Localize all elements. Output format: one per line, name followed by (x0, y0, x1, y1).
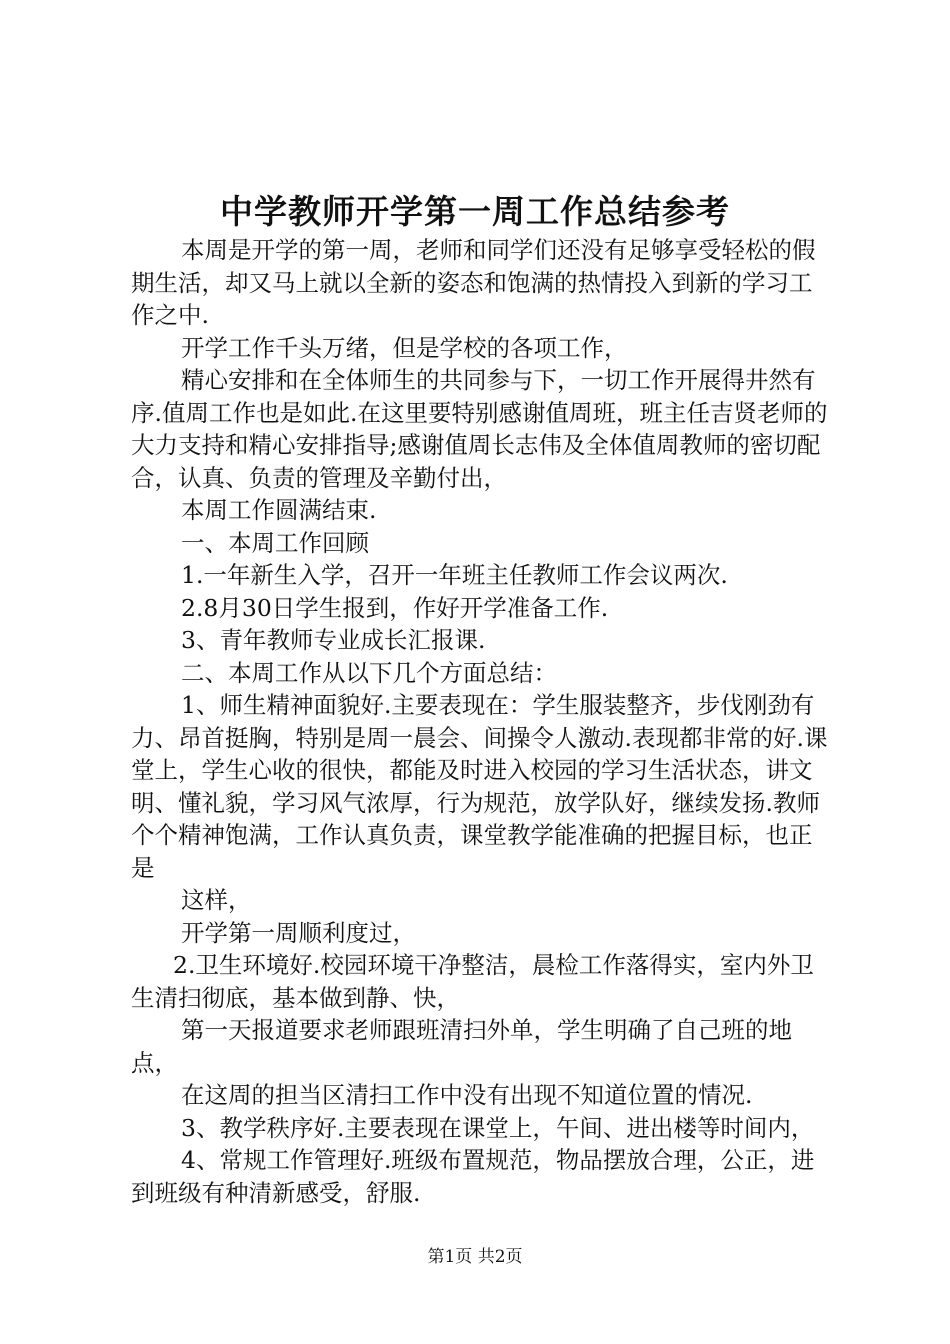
paragraph-thanks: 精心安排和在全体师生的共同参与下，一切工作开展得井然有序.值周工作也是如此.在这里要特别感谢值周班，班主任吉贤老师的大力支持和精心安排指导;感谢值周长志伟及全体值周教师的密切配合，认真、负责的管理及辛勤付出， (131, 366, 828, 492)
review-item-2: 2.8月30日学生报到，作好开学准备工作. (181, 593, 609, 622)
summary-item-2: 2.卫生环境好.校园环境干净整洁，晨检工作落得实，室内外卫生清扫彻底，基本做到静、快， (131, 951, 814, 1012)
document-body (131, 234, 831, 1209)
paragraph-week-ended: 本周工作圆满结束. (181, 496, 377, 524)
paragraph-first-day: 第一天报道要求老师跟班清扫外单，学生明确了自己班的地点， (131, 1016, 792, 1077)
page-footer: 第1页 共2页 (427, 1247, 523, 1267)
review-item-3: 3、青年教师专业成长汇报课. (181, 626, 486, 654)
summary-item-1: 1、师生精神面貌好.主要表现在：学生服装整齐，步伐刚劲有力、昂首挺胸，特别是周一晨会、间操令人激动.表现都非常的好.课堂上，学生心收的很快，都能及时进入校园的学习生活状态，讲文明、懂礼貌，学习风气浓厚，行为规范，放学队好，继续发扬.教师个个精神饱满，工作认真负责，课堂教学能准确的把握目标，也正是 (131, 691, 828, 882)
document-title: 中学教师开学第一周工作总结参考 (220, 192, 730, 231)
paragraph-opening-work: 开学工作千头万绪，但是学校的各项工作， (181, 333, 628, 362)
summary-item-3: 3、教学秩序好.主要表现在课堂上，午间、进出楼等时间内， (181, 1113, 815, 1142)
section-heading-summary: 二、本周工作从以下几个方面总结： (181, 658, 557, 687)
paragraph-intro: 本周是开学的第一周，老师和同学们还没有足够享受轻松的假期生活，却又马上就以全新的姿态和饱满的热情投入到新的学习工作之中. (131, 236, 816, 329)
section-heading-review: 一、本周工作回顾 (181, 528, 369, 557)
summary-item-4: 4、常规工作管理好.班级布置规范，物品摆放合理，公正，进到班级有种清新感受，舒服. (131, 1146, 815, 1207)
review-item-1: 1.一年新生入学，召开一年班主任教师工作会议两次. (181, 561, 728, 589)
paragraph-cleaning-area: 在这周的担当区清扫工作中没有出现不知道位置的情况. (181, 1081, 753, 1109)
paragraph-this-way: 这样， (181, 886, 252, 914)
paragraph-first-week-passed: 开学第一周顺利度过， (181, 918, 416, 947)
